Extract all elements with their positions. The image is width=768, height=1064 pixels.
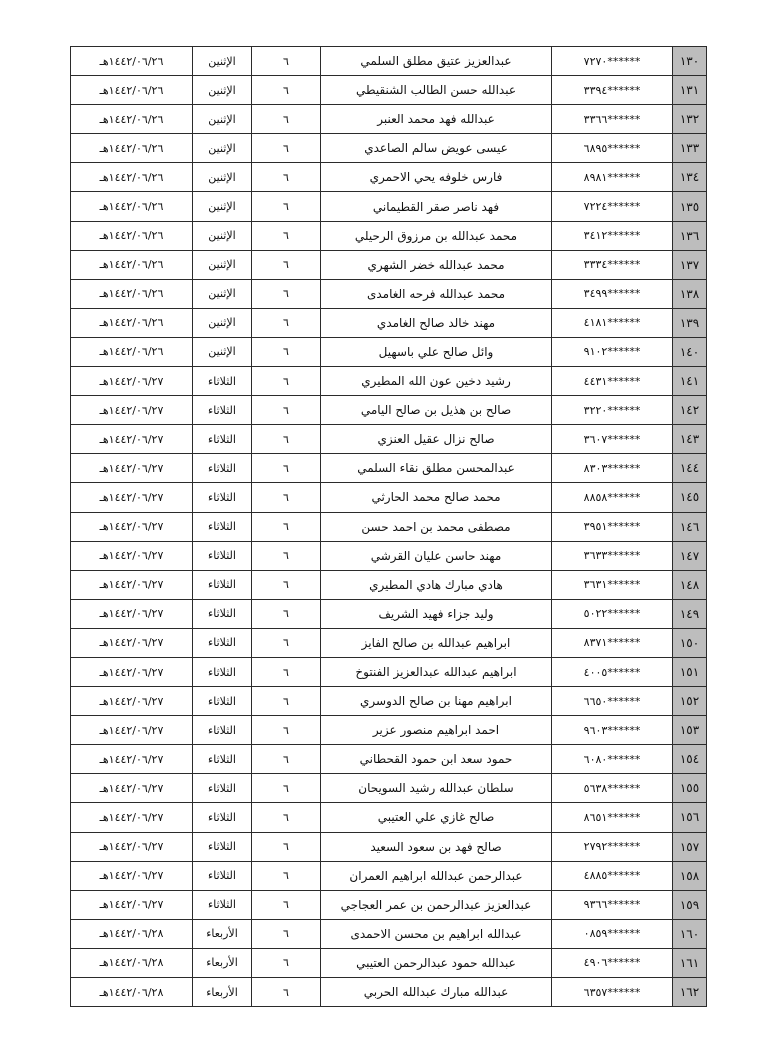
masked-id-cell: ******٤١٨١ — [552, 308, 673, 337]
row-number-cell: ١٣٢ — [673, 105, 707, 134]
name-cell: ابراهيم عبدالله عبدالعزيز الفنتوخ — [321, 657, 552, 686]
date-cell: ١٤٤٢/٠٦/٢٦هـ — [71, 47, 193, 76]
row-number-cell: ١٤١ — [673, 367, 707, 396]
date-cell: ١٤٤٢/٠٦/٢٨هـ — [71, 919, 193, 948]
masked-id-cell: ******٦٣٥٧ — [552, 978, 673, 1007]
row-number-cell: ١٦٢ — [673, 978, 707, 1007]
group-cell: ٦ — [252, 512, 321, 541]
table-row — [71, 599, 707, 628]
name-cell: عيسى عويض سالم الصاعدي — [321, 134, 552, 163]
day-cell: الإثنين — [193, 105, 252, 134]
day-cell: الثلاثاء — [193, 657, 252, 686]
masked-id-cell: ******٨٦٥١ — [552, 803, 673, 832]
name-cell: ابراهيم مهنا بن صالح الدوسري — [321, 687, 552, 716]
table-row — [71, 76, 707, 105]
date-cell: ١٤٤٢/٠٦/٢٧هـ — [71, 541, 193, 570]
row-number-cell: ١٣٨ — [673, 279, 707, 308]
day-cell: الثلاثاء — [193, 512, 252, 541]
masked-id-cell: ******٣٦٣٣ — [552, 541, 673, 570]
table-row — [71, 105, 707, 134]
date-cell: ١٤٤٢/٠٦/٢٦هـ — [71, 308, 193, 337]
date-cell: ١٤٤٢/٠٦/٢٦هـ — [71, 221, 193, 250]
date-cell: ١٤٤٢/٠٦/٢٧هـ — [71, 512, 193, 541]
row-number-cell: ١٥١ — [673, 657, 707, 686]
day-cell: الثلاثاء — [193, 716, 252, 745]
table-row — [71, 163, 707, 192]
row-number-cell: ١٥٨ — [673, 861, 707, 890]
table-row — [71, 308, 707, 337]
row-number-cell: ١٣٩ — [673, 308, 707, 337]
day-cell: الإثنين — [193, 134, 252, 163]
name-cell: عبدالمحسن مطلق نقاء السلمي — [321, 454, 552, 483]
group-cell: ٦ — [252, 163, 321, 192]
row-number-cell: ١٣٠ — [673, 47, 707, 76]
masked-id-cell: ******٤٨٨٥ — [552, 861, 673, 890]
date-cell: ١٤٤٢/٠٦/٢٧هـ — [71, 687, 193, 716]
masked-id-cell: ******٦٨٩٥ — [552, 134, 673, 163]
table-row — [71, 134, 707, 163]
date-cell: ١٤٤٢/٠٦/٢٨هـ — [71, 978, 193, 1007]
name-cell: حمود سعد ابن حمود القحطاني — [321, 745, 552, 774]
masked-id-cell: ******٣٦٣١ — [552, 570, 673, 599]
group-cell: ٦ — [252, 47, 321, 76]
roster-table-body — [71, 47, 707, 1007]
group-cell: ٦ — [252, 803, 321, 832]
group-cell: ٦ — [252, 105, 321, 134]
group-cell: ٦ — [252, 774, 321, 803]
group-cell: ٦ — [252, 919, 321, 948]
name-cell: عبدالله مبارك عبدالله الحربي — [321, 978, 552, 1007]
masked-id-cell: ******٦٦٥٠ — [552, 687, 673, 716]
group-cell: ٦ — [252, 948, 321, 977]
date-cell: ١٤٤٢/٠٦/٢٧هـ — [71, 483, 193, 512]
date-cell: ١٤٤٢/٠٦/٢٦هـ — [71, 163, 193, 192]
day-cell: الثلاثاء — [193, 541, 252, 570]
date-cell: ١٤٤٢/٠٦/٢٧هـ — [71, 803, 193, 832]
row-number-cell: ١٦١ — [673, 948, 707, 977]
row-number-cell: ١٥٠ — [673, 628, 707, 657]
date-cell: ١٤٤٢/٠٦/٢٧هـ — [71, 454, 193, 483]
name-cell: محمد عبدالله فرحه الغامدى — [321, 279, 552, 308]
group-cell: ٦ — [252, 425, 321, 454]
date-cell: ١٤٤٢/٠٦/٢٧هـ — [71, 745, 193, 774]
date-cell: ١٤٤٢/٠٦/٢٨هـ — [71, 948, 193, 977]
table-row — [71, 279, 707, 308]
masked-id-cell: ******٥٠٢٢ — [552, 599, 673, 628]
day-cell: الثلاثاء — [193, 861, 252, 890]
day-cell: الأربعاء — [193, 978, 252, 1007]
name-cell: مصطفى محمد بن احمد حسن — [321, 512, 552, 541]
day-cell: الثلاثاء — [193, 774, 252, 803]
masked-id-cell: ******٣٩٥١ — [552, 512, 673, 541]
name-cell: احمد ابراهيم منصور عزير — [321, 716, 552, 745]
day-cell: الإثنين — [193, 250, 252, 279]
day-cell: الإثنين — [193, 163, 252, 192]
date-cell: ١٤٤٢/٠٦/٢٧هـ — [71, 396, 193, 425]
date-cell: ١٤٤٢/٠٦/٢٧هـ — [71, 599, 193, 628]
group-cell: ٦ — [252, 192, 321, 221]
day-cell: الإثنين — [193, 221, 252, 250]
masked-id-cell: ******٣٤١٢ — [552, 221, 673, 250]
table-row — [71, 367, 707, 396]
row-number-cell: ١٤٠ — [673, 337, 707, 366]
group-cell: ٦ — [252, 570, 321, 599]
name-cell: عبدالله فهد محمد العنبر — [321, 105, 552, 134]
day-cell: الإثنين — [193, 308, 252, 337]
row-number-cell: ١٤٨ — [673, 570, 707, 599]
row-number-cell: ١٤٤ — [673, 454, 707, 483]
name-cell: وليد جزاء فهيد الشريف — [321, 599, 552, 628]
date-cell: ١٤٤٢/٠٦/٢٦هـ — [71, 279, 193, 308]
group-cell: ٦ — [252, 250, 321, 279]
day-cell: الثلاثاء — [193, 454, 252, 483]
row-number-cell: ١٤٢ — [673, 396, 707, 425]
date-cell: ١٤٤٢/٠٦/٢٧هـ — [71, 861, 193, 890]
masked-id-cell: ******٩٣٦٦ — [552, 890, 673, 919]
group-cell: ٦ — [252, 687, 321, 716]
group-cell: ٦ — [252, 279, 321, 308]
group-cell: ٦ — [252, 76, 321, 105]
day-cell: الثلاثاء — [193, 396, 252, 425]
day-cell: الإثنين — [193, 279, 252, 308]
row-number-cell: ١٤٦ — [673, 512, 707, 541]
table-row — [71, 716, 707, 745]
masked-id-cell: ******٣٣٦٦ — [552, 105, 673, 134]
masked-id-cell: ******٣٢٢٠ — [552, 396, 673, 425]
name-cell: مهند خالد صالح الغامدي — [321, 308, 552, 337]
name-cell: محمد عبدالله بن مرزوق الرحيلي — [321, 221, 552, 250]
masked-id-cell: ******٤٤٣١ — [552, 367, 673, 396]
table-row — [71, 47, 707, 76]
group-cell: ٦ — [252, 861, 321, 890]
masked-id-cell: ******٤٩٠٦ — [552, 948, 673, 977]
date-cell: ١٤٤٢/٠٦/٢٦هـ — [71, 192, 193, 221]
table-row — [71, 337, 707, 366]
day-cell: الإثنين — [193, 76, 252, 105]
table-row — [71, 425, 707, 454]
table-row — [71, 890, 707, 919]
day-cell: الإثنين — [193, 47, 252, 76]
name-cell: محمد صالح محمد الحارثي — [321, 483, 552, 512]
name-cell: صالح غازي علي العتيبي — [321, 803, 552, 832]
masked-id-cell: ******٠٨٥٩ — [552, 919, 673, 948]
date-cell: ١٤٤٢/٠٦/٢٧هـ — [71, 628, 193, 657]
day-cell: الثلاثاء — [193, 803, 252, 832]
group-cell: ٦ — [252, 483, 321, 512]
group-cell: ٦ — [252, 716, 321, 745]
masked-id-cell: ******٣٣٣٤ — [552, 250, 673, 279]
group-cell: ٦ — [252, 745, 321, 774]
name-cell: محمد عبدالله خضر الشهري — [321, 250, 552, 279]
masked-id-cell: ******٣٣٩٤ — [552, 76, 673, 105]
masked-id-cell: ******٣٦٠٧ — [552, 425, 673, 454]
masked-id-cell: ******٦٠٨٠ — [552, 745, 673, 774]
name-cell: عبدالله ابراهيم بن محسن الاحمدى — [321, 919, 552, 948]
table-row — [71, 803, 707, 832]
masked-id-cell: ******٩١٠٢ — [552, 337, 673, 366]
date-cell: ١٤٤٢/٠٦/٢٦هـ — [71, 134, 193, 163]
table-row — [71, 774, 707, 803]
date-cell: ١٤٤٢/٠٦/٢٧هـ — [71, 657, 193, 686]
day-cell: الثلاثاء — [193, 367, 252, 396]
name-cell: عبدالرحمن عبدالله ابراهيم العمران — [321, 861, 552, 890]
row-number-cell: ١٥٥ — [673, 774, 707, 803]
table-row — [71, 541, 707, 570]
date-cell: ١٤٤٢/٠٦/٢٧هـ — [71, 425, 193, 454]
date-cell: ١٤٤٢/٠٦/٢٦هـ — [71, 250, 193, 279]
day-cell: الأربعاء — [193, 919, 252, 948]
date-cell: ١٤٤٢/٠٦/٢٧هـ — [71, 890, 193, 919]
table-row — [71, 687, 707, 716]
table-row — [71, 570, 707, 599]
group-cell: ٦ — [252, 221, 321, 250]
row-number-cell: ١٣٦ — [673, 221, 707, 250]
masked-id-cell: ******٧٢٧٠ — [552, 47, 673, 76]
date-cell: ١٤٤٢/٠٦/٢٧هـ — [71, 774, 193, 803]
table-row — [71, 483, 707, 512]
name-cell: هادي مبارك هادي المطيري — [321, 570, 552, 599]
group-cell: ٦ — [252, 367, 321, 396]
table-row — [71, 221, 707, 250]
row-number-cell: ١٥٤ — [673, 745, 707, 774]
name-cell: عبدالله حمود عبدالرحمن العتيبي — [321, 948, 552, 977]
table-row — [71, 512, 707, 541]
day-cell: الثلاثاء — [193, 745, 252, 774]
table-row — [71, 628, 707, 657]
date-cell: ١٤٤٢/٠٦/٢٦هـ — [71, 337, 193, 366]
row-number-cell: ١٣٤ — [673, 163, 707, 192]
name-cell: فهد ناصر صقر القطيماني — [321, 192, 552, 221]
masked-id-cell: ******٨٨٥٨ — [552, 483, 673, 512]
day-cell: الثلاثاء — [193, 599, 252, 628]
group-cell: ٦ — [252, 890, 321, 919]
masked-id-cell: ******٩٦٠٣ — [552, 716, 673, 745]
date-cell: ١٤٤٢/٠٦/٢٧هـ — [71, 570, 193, 599]
group-cell: ٦ — [252, 832, 321, 861]
group-cell: ٦ — [252, 454, 321, 483]
masked-id-cell: ******٧٢٢٤ — [552, 192, 673, 221]
row-number-cell: ١٤٩ — [673, 599, 707, 628]
table-row — [71, 454, 707, 483]
table-row — [71, 192, 707, 221]
day-cell: الثلاثاء — [193, 570, 252, 599]
name-cell: صالح نزال عقيل العنزي — [321, 425, 552, 454]
date-cell: ١٤٤٢/٠٦/٢٦هـ — [71, 76, 193, 105]
day-cell: الإثنين — [193, 192, 252, 221]
name-cell: صالح بن هذيل بن صالح اليامي — [321, 396, 552, 425]
masked-id-cell: ******٢٧٩٢ — [552, 832, 673, 861]
group-cell: ٦ — [252, 978, 321, 1007]
masked-id-cell: ******٥٦٣٨ — [552, 774, 673, 803]
day-cell: الثلاثاء — [193, 687, 252, 716]
table-row — [71, 396, 707, 425]
row-number-cell: ١٣٥ — [673, 192, 707, 221]
date-cell: ١٤٤٢/٠٦/٢٦هـ — [71, 105, 193, 134]
group-cell: ٦ — [252, 628, 321, 657]
name-cell: صالح فهد بن سعود السعيد — [321, 832, 552, 861]
table-row — [71, 250, 707, 279]
day-cell: الثلاثاء — [193, 483, 252, 512]
group-cell: ٦ — [252, 599, 321, 628]
name-cell: عبدالله حسن الطالب الشنقيطي — [321, 76, 552, 105]
table-row — [71, 832, 707, 861]
name-cell: ابراهيم عبدالله بن صالح الفايز — [321, 628, 552, 657]
row-number-cell: ١٥٧ — [673, 832, 707, 861]
row-number-cell: ١٣١ — [673, 76, 707, 105]
name-cell: مهند حاسن عليان القرشي — [321, 541, 552, 570]
row-number-cell: ١٤٣ — [673, 425, 707, 454]
day-cell: الثلاثاء — [193, 425, 252, 454]
row-number-cell: ١٥٩ — [673, 890, 707, 919]
table-row — [71, 657, 707, 686]
group-cell: ٦ — [252, 541, 321, 570]
row-number-cell: ١٥٦ — [673, 803, 707, 832]
date-cell: ١٤٤٢/٠٦/٢٧هـ — [71, 367, 193, 396]
masked-id-cell: ******٣٤٩٩ — [552, 279, 673, 308]
group-cell: ٦ — [252, 337, 321, 366]
group-cell: ٦ — [252, 134, 321, 163]
masked-id-cell: ******٨٩٨١ — [552, 163, 673, 192]
table-row — [71, 919, 707, 948]
group-cell: ٦ — [252, 657, 321, 686]
row-number-cell: ١٤٥ — [673, 483, 707, 512]
name-cell: وائل صالح علي باسهيل — [321, 337, 552, 366]
name-cell: عبدالعزيز عبدالرحمن بن عمر العجاجي — [321, 890, 552, 919]
day-cell: الإثنين — [193, 337, 252, 366]
table-row — [71, 745, 707, 774]
group-cell: ٦ — [252, 396, 321, 425]
row-number-cell: ١٤٧ — [673, 541, 707, 570]
day-cell: الأربعاء — [193, 948, 252, 977]
masked-id-cell: ******٨٣٠٣ — [552, 454, 673, 483]
row-number-cell: ١٥٣ — [673, 716, 707, 745]
masked-id-cell: ******٤٠٠٥ — [552, 657, 673, 686]
date-cell: ١٤٤٢/٠٦/٢٧هـ — [71, 716, 193, 745]
date-cell: ١٤٤٢/٠٦/٢٧هـ — [71, 832, 193, 861]
table-row — [71, 861, 707, 890]
masked-id-cell: ******٨٣٧١ — [552, 628, 673, 657]
table-row — [71, 978, 707, 1007]
day-cell: الثلاثاء — [193, 890, 252, 919]
day-cell: الثلاثاء — [193, 628, 252, 657]
name-cell: سلطان عبدالله رشيد السويحان — [321, 774, 552, 803]
name-cell: رشيد دخين عون الله المطيري — [321, 367, 552, 396]
group-cell: ٦ — [252, 308, 321, 337]
row-number-cell: ١٦٠ — [673, 919, 707, 948]
name-cell: فارس خلوفه يحي الاحمري — [321, 163, 552, 192]
table-row — [71, 948, 707, 977]
roster-table — [70, 46, 707, 1007]
row-number-cell: ١٣٧ — [673, 250, 707, 279]
day-cell: الثلاثاء — [193, 832, 252, 861]
row-number-cell: ١٥٢ — [673, 687, 707, 716]
name-cell: عبدالعزيز عتيق مطلق السلمي — [321, 47, 552, 76]
row-number-cell: ١٣٣ — [673, 134, 707, 163]
